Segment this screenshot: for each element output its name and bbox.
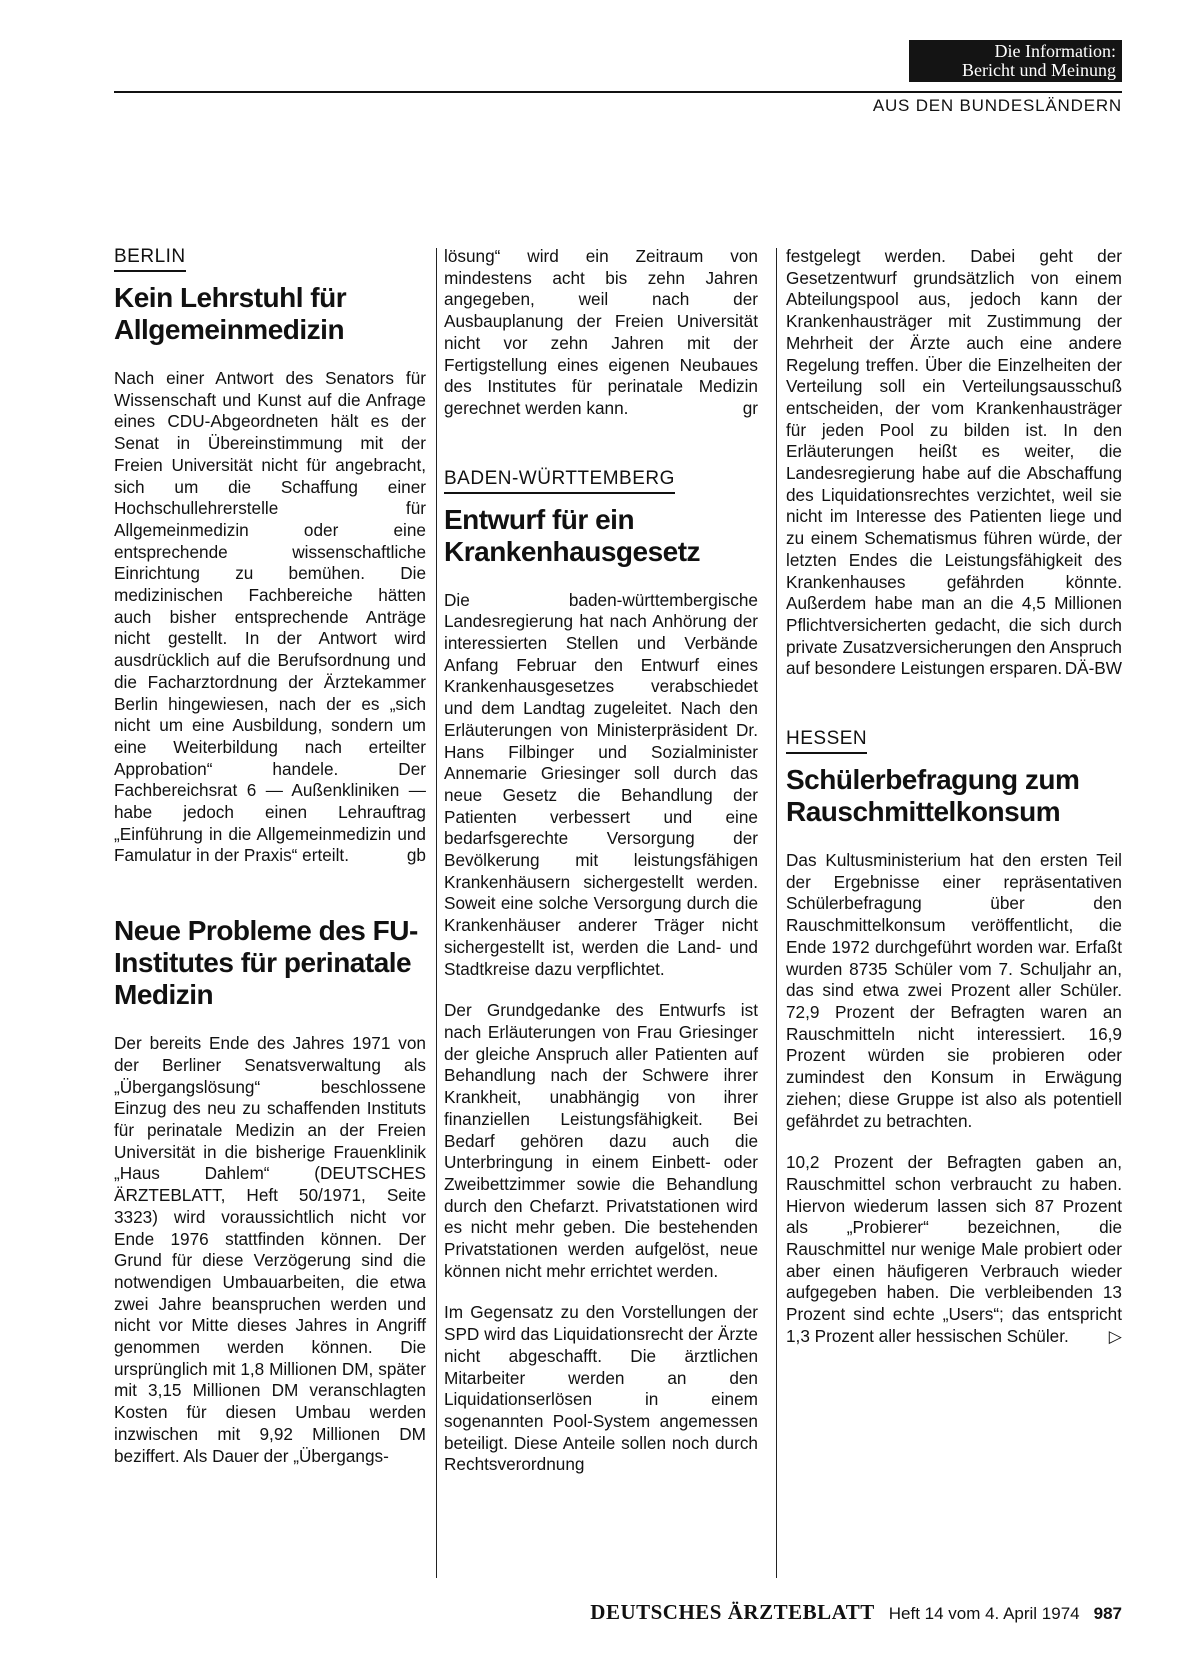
- article-paragraph: Die baden-württembergische Landesregierung hat nach Anhörung der interessierten Stellen und Verbände Anfang Februar den Entwurf eines Krankenhausgesetzes verabschiedet und dem Landtag zugeleitet. Nach den Erläuterungen von Ministerpräsident Dr. Hans Filbinger und Sozialminister Annemarie Griesinger soll durch das neue Gesetz die Behandlung der Patienten verbessert und eine bedarfsgerechte Versorgung der Bevölkerung mit leistungsfähigen Krankenhäusern sichergestellt werden. Soweit eine solche Versorgung durch die Krankenhäuser anderer Träger nicht sichergestellt ist, werden die Land- und Stadtkreise dazu verpflichtet.: [444, 589, 758, 979]
- column-2: [444, 246, 758, 1476]
- article-hessen: [786, 728, 1122, 1347]
- article-text: lösung“ wird ein Zeitraum von mindestens acht bis zehn Jahren angegeben, weil nach der Ausbauplanung der Freien Universität nicht vor zehn Jahren mit der Fertigstellung eines eigenen Neubaues des Institutes für perinatale Medizin gerechnet werden kann.: [444, 246, 758, 418]
- article-text: 10,2 Prozent der Befragten gaben an, Rauschmittel schon verbraucht zu haben. Hiervon wiederum lassen sich 87 Prozent als „Probierer“ bezeichnen, die Rauschmittel nur wenige Male probiert oder aber einen häufigeren Verbrauch wieder aufgegeben haben. Die verbleibenden 13 Prozent sind echte „Users“; das entspricht 1,3 Prozent aller hessischen Schüler.: [786, 1152, 1122, 1346]
- rubric-line-1: Die Information:: [994, 41, 1116, 61]
- article-headline: Neue Probleme des FU-Institutes für perinatale Medizin: [114, 915, 418, 1011]
- article-paragraph: [786, 1152, 1122, 1347]
- section-label: AUS DEN BUNDESLÄNDERN: [872, 96, 1122, 115]
- author-signature: gr: [742, 397, 758, 418]
- article-headline: Entwurf für ein Krankenhausgesetz: [444, 503, 701, 567]
- article-headline: Schülerbefragung zum Rauschmittelkonsum: [786, 764, 1080, 828]
- article-kicker: BERLIN: [114, 246, 186, 272]
- article-berlin: [114, 246, 426, 867]
- article-headline: Kein Lehrstuhl für Allgemeinmedizin: [114, 282, 347, 345]
- author-signature: DÄ-BW: [1064, 658, 1122, 679]
- article-body: [114, 368, 426, 867]
- continue-arrow-icon: ▷: [1108, 1325, 1122, 1346]
- article-baden-wuerttemberg: [444, 468, 758, 1476]
- article-kicker: BADEN-WÜRTTEMBERG: [444, 468, 675, 494]
- issue-info: Heft 14 vom 4. April 1974: [888, 1604, 1080, 1623]
- article-paragraph-continued: [786, 246, 1122, 680]
- column-3: [786, 246, 1122, 1348]
- column-1: [114, 246, 426, 1467]
- rubric-line-2: Bericht und Meinung: [962, 60, 1116, 80]
- author-signature: gb: [406, 845, 426, 866]
- page-footer: [590, 1600, 1122, 1625]
- rubric-box: [909, 40, 1122, 82]
- journal-name: DEUTSCHES ÄRZTEBLATT: [590, 1600, 875, 1624]
- page-number: 987: [1093, 1604, 1122, 1623]
- column-divider-1: [436, 248, 437, 1578]
- header-rule: [114, 91, 1122, 93]
- article-paragraph: Das Kultusministerium hat den ersten Teil der Ergebnisse einer repräsentativen Schülerbefragung über den Rauschmittelkonsum veröffentlicht, die Ende 1972 durchgeführt worden war. Erfaßt wurden 8735 Schüler vom 7. Schuljahr an, das sind etwa zwei Prozent aller Schüler. 72,9 Prozent der Befragten waren an Rauschmitteln nicht interessiert. 16,9 Prozent würden sie probieren oder zumindest den Konsum in Erwägung ziehen; diese Gruppe ist also als potentiell gefährdet zu betrachten.: [786, 850, 1122, 1131]
- article-paragraph: Im Gegensatz zu den Vorstellungen der SPD wird das Liquidationsrecht der Ärzte nicht abgeschafft. Die ärztlichen Mitarbeiter werden an den Liquidationserlösen in einem sogenannten Pool-System angemessen beteiligt. Diese Anteile sollen noch durch Rechtsverordnung: [444, 1302, 758, 1475]
- article-text: Nach einer Antwort des Senators für Wissenschaft und Kunst auf die Anfrage eines CDU-Abgeordneten hält es der Senat in Übereinstimmung mit der Freien Universität nicht für angebracht, sich um die Schaffung einer Hochschullehrerstelle für Allgemeinmedizin oder eine entsprechende wissenschaftliche Einrichtung zu bemühen. Die medizinischen Fachbereiche hätten auch bisher entsprechende Anträge nicht gestellt. In der Antwort wird ausdrücklich auf die Berufsordnung und die Facharztordnung der Ärztekammer Berlin hingewiesen, nach der es „sich nicht um eine Ausbildung, sondern um eine Weiterbildung nach erteilter Approbation“ handele. Der Fachbereichsrat 6 — Außenkliniken — habe jedoch einen Lehrauftrag „Einführung in die Allgemeinmedizin und Famulatur in der Praxis“ erteilt.: [114, 368, 426, 866]
- article-kicker: HESSEN: [786, 728, 867, 754]
- article-text: festgelegt werden. Dabei geht der Gesetzentwurf grundsätzlich von einem Abteilungspool aus, jedoch kann der Krankenhausträger mit Zustimmung der Mehrheit der Ärzte auch eine andere Regelung treffen. Über die Einzelheiten der Verteilung soll ein Verteilungsausschuß entscheiden, der vom Krankenhausträger für jeden Pool zu bilden ist. In den Erläuterungen heißt es weiter, die Landesregierung habe auf die Abschaffung des Liquidationsrechtes verzichtet, weil sie nicht im Interesse des Patienten liege und zu einem Schematismus führen würde, der letzten Endes die Leistungsfähigkeit des Krankenhauses gefährden könnte. Außerdem habe man an die 4,5 Millionen Pflichtversicherten gedacht, die sich durch private Zusatzversicherungen den Anspruch auf besondere Leistungen ersparen.: [786, 246, 1122, 679]
- article-body: Der bereits Ende des Jahres 1971 von der Berliner Senatsverwaltung als „Übergangslösung“ beschlossene Einzug des neu zu schaffenden Instituts für perinatale Medizin an der Freien Universität in die bisherige Frauenklinik „Haus Dahlem“ (DEUTSCHES ÄRZTEBLATT, Heft 50/1971, Seite 3323) wird voraussichtlich nicht vor Ende 1976 stattfinden können. Der Grund für diese Verzögerung sind die notwendigen Umbauarbeiten, die etwa zwei Jahre beanspruchen werden und nicht vor Mitte dieses Jahres in Angriff genommen werden können. Die ursprünglich mit 1,8 Millionen DM, später mit 3,15 Millionen DM veranschlagten Kosten für diesen Umbau werden inzwischen mit 9,92 Millionen DM beziffert. Als Dauer der „Übergangs-: [114, 1033, 426, 1466]
- column-divider-2: [776, 248, 777, 1578]
- article-fu: [114, 915, 426, 1467]
- article-paragraph: Der Grundgedanke des Entwurfs ist nach Erläuterungen von Frau Griesinger der gleiche Anspruch aller Patienten auf Behandlung nach der Schwere ihrer Krankheit, unabhängig von ihrer finanziellen Leistungsfähigkeit. Bei Bedarf gehören dazu auch die Unterbringung in einem Einbett- oder Zweibettzimmer sowie die Behandlung durch den Chefarzt. Privatstationen wird es nicht mehr geben. Die bestehenden Privatstationen werden aufgelöst, neue können nicht mehr errichtet werden.: [444, 1000, 758, 1281]
- article-body-continued: [444, 246, 758, 420]
